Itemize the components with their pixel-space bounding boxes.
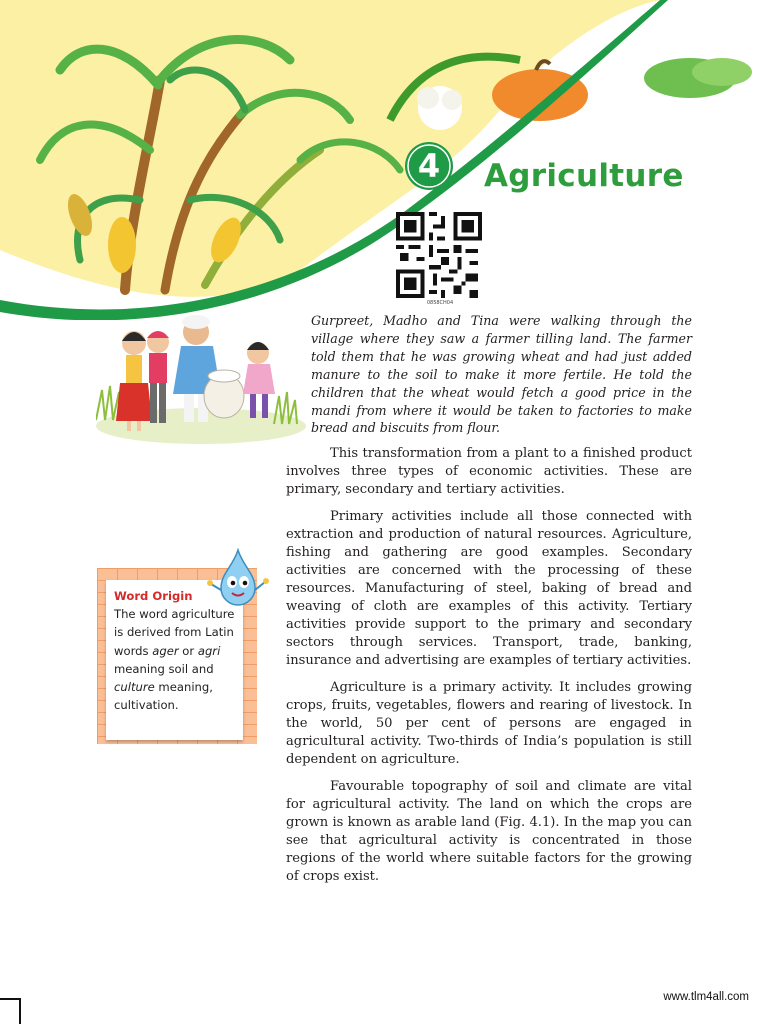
paragraph: This transformation from a plant to a finished product involves three types of economic activities. These are primary, secondary and tertiary activities. xyxy=(286,446,692,497)
paragraph: Primary activities include all those connected with extraction and production of natural resources. Agriculture, fishing and gathering are good examples. Secondary activities are concerned with the processing of these resources. Manufacturing of steel, baking of bread and weaving of cloth are examples of this activity. Tertiary activities provide support to the primary and secondary sectors through services. Transport, trade, banking, insurance and advertising are examples of tertiary activities. xyxy=(286,509,692,668)
word-origin-text: The word agriculture is derived from Latin words xyxy=(114,607,235,658)
word-origin-term: culture xyxy=(114,680,155,695)
main-text xyxy=(286,445,692,895)
word-origin-term: agri xyxy=(197,643,221,658)
paragraph: Agriculture is a primary activity. It includes growing crops, fruits, vegetables, flowers and rearing of livestock. In the world, 50 per cent of persons are engaged in agricultural activity. Two-thirds of India’s population is still dependent on agriculture. xyxy=(286,680,692,767)
crop-mark xyxy=(0,998,24,1024)
word-origin-term: ager xyxy=(152,643,179,658)
children-farmer-illustration xyxy=(96,308,306,444)
intro-story: Gurpreet, Madho and Tina were walking through the village where they saw a farmer tilling land. The farmer told them that he was growing wheat and had just added manure to the soil to make it more fertile. He told the children that the wheat would fetch a good price in the mandi from where it would be taken to factories to make bread and biscuits from flour. xyxy=(311,313,692,436)
footer-url[interactable]: www.tlm4all.com xyxy=(663,991,749,1003)
word-origin-text: meaning, cultivation. xyxy=(114,680,213,713)
water-drop-mascot-icon xyxy=(205,548,271,610)
chapter-title: Agriculture xyxy=(484,158,684,194)
chapter-number: 4 xyxy=(417,147,441,185)
qr-code[interactable] xyxy=(396,212,482,298)
qr-code-label: 0858CH04 xyxy=(426,300,454,306)
word-origin-title: Word Origin xyxy=(114,589,193,603)
word-origin-text: meaning soil and xyxy=(114,661,214,676)
paragraph: Favourable topography of soil and climate are vital for agricultural activity. The land on which the crops are grown is known as arable land (Fig. 4.1). In the map you can see that agricultural activity is concentrated in those regions of the world where suitable factors for the growing of crops exist. xyxy=(286,779,692,884)
word-origin-text: or xyxy=(178,643,198,658)
